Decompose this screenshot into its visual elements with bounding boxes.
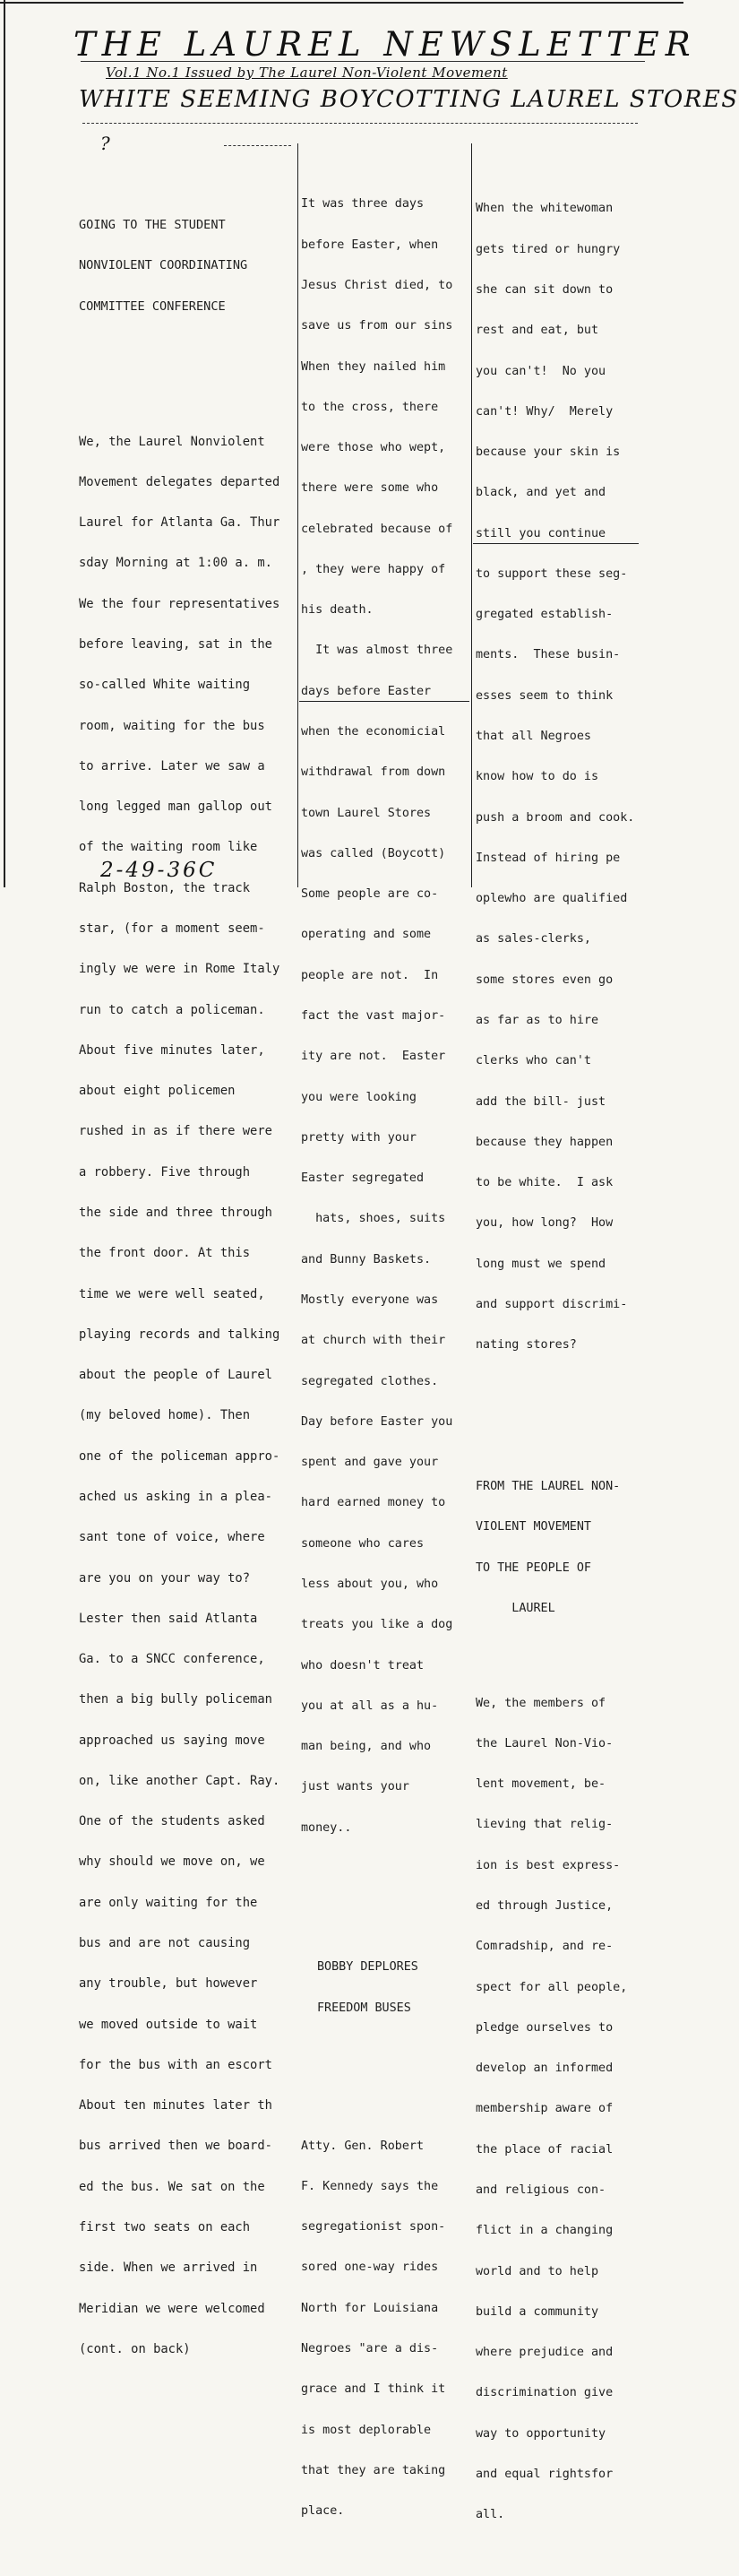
- text-line: star, (for a moment seem-: [79, 921, 265, 937]
- text-line: add the bill- just: [476, 1094, 606, 1109]
- text-line: nating stores?: [476, 1338, 577, 1353]
- left-column: [79, 164, 279, 2411]
- text-line: that they are taking: [301, 2463, 446, 2477]
- text-line: bus arrived then we board-: [79, 2139, 272, 2154]
- text-line: ed the bus. We sat on the: [79, 2179, 265, 2194]
- text-line: you, how long? How: [476, 1216, 614, 1231]
- spacer: [301, 2069, 452, 2085]
- archive-number: 2-49-36C: [100, 859, 218, 882]
- headline-rule: [82, 123, 638, 124]
- text-line: Comradship, and re-: [476, 1940, 614, 1954]
- text-line: bus and are not causing: [79, 1936, 251, 1951]
- text-line: build a community: [476, 2304, 599, 2319]
- text-line: where prejudice and: [476, 2346, 614, 2360]
- text-line: About five minutes later,: [79, 1042, 265, 1058]
- text-line: room, waiting for the bus: [79, 718, 265, 733]
- heading-line: COMMITTEE CONFERENCE: [79, 299, 226, 315]
- text-line: was called (Boycott): [301, 846, 446, 860]
- text-line: money..: [301, 1820, 352, 1835]
- text-line: less about you, who: [301, 1577, 439, 1591]
- text-line: clerks who can't: [476, 1054, 591, 1068]
- text-line: before leaving, sat in the: [79, 637, 272, 653]
- text-line: just wants your: [301, 1780, 409, 1794]
- text-line: segregated clothes.: [301, 1374, 439, 1388]
- spacer: [79, 368, 279, 381]
- corner-mark: ?: [100, 133, 110, 154]
- article-heading-to-the-people: [476, 1453, 634, 1642]
- text-line: a robbery. Five through: [79, 1164, 251, 1180]
- right-section-rule: [473, 543, 639, 544]
- text-line: segregationist spon-: [301, 2220, 446, 2235]
- text-line: esses seem to think: [476, 688, 614, 703]
- heading-line: FREEDOM BUSES: [317, 2001, 411, 2015]
- text-line: long legged man gallop out: [79, 800, 272, 815]
- text-line: Movement delegates departed: [79, 474, 280, 489]
- spacer: [301, 1889, 452, 1906]
- text-line: are you on your way to?: [79, 1570, 251, 1586]
- text-line: someone who cares: [301, 1536, 425, 1551]
- text-line: (cont. on back): [79, 2341, 191, 2356]
- heading-line: VIOLENT MOVEMENT: [476, 1520, 591, 1534]
- text-line: world and to help: [476, 2264, 599, 2278]
- text-line: Meridian we were welcomed: [79, 2301, 265, 2316]
- text-line: withdrawal from down: [301, 765, 446, 780]
- text-line: she can sit down to: [476, 282, 614, 297]
- text-line: We, the members of: [476, 1696, 606, 1710]
- text-line: town Laurel Stores: [301, 806, 432, 820]
- column-divider: [471, 143, 472, 887]
- text-line: so-called White waiting: [79, 678, 251, 693]
- text-line: know how to do is: [476, 770, 599, 784]
- text-line: who doesn't treat: [301, 1658, 425, 1673]
- text-line: you were looking: [301, 1090, 417, 1104]
- text-line: approached us saying move: [79, 1733, 265, 1748]
- text-line: and religious con-: [476, 2183, 606, 2197]
- text-line: to be white. I ask: [476, 1176, 614, 1190]
- text-line: one of the policeman appro-: [79, 1448, 280, 1464]
- text-line: gregated establish-: [476, 608, 614, 622]
- article-body-to-the-people: [476, 1669, 634, 2548]
- text-line: push a broom and cook.: [476, 810, 635, 825]
- text-line: Negroes "are a dis-: [301, 2342, 439, 2356]
- text-line: man being, and who: [301, 1740, 432, 1754]
- text-line: ingly we were in Rome Italy: [79, 962, 280, 977]
- text-line: Laurel for Atlanta Ga. Thur: [79, 515, 280, 531]
- text-line: the Laurel Non-Vio-: [476, 1736, 614, 1750]
- text-line: lent movement, be-: [476, 1777, 606, 1792]
- text-line: Mostly everyone was: [301, 1292, 439, 1307]
- text-line: rest and eat, but: [476, 324, 599, 338]
- text-line: discrimination give: [476, 2386, 614, 2400]
- text-line: develop an informed: [476, 2062, 614, 2076]
- text-line: you can't! No you: [476, 364, 606, 378]
- text-line: we moved outside to wait: [79, 2017, 258, 2032]
- text-line: When the whitewoman: [476, 202, 614, 216]
- text-line: Easter segregated: [301, 1171, 425, 1186]
- text-line: About ten minutes later th: [79, 2098, 272, 2114]
- title-rule: [81, 61, 645, 62]
- text-line: any trouble, but however: [79, 1976, 258, 1992]
- text-line: hats, shoes, suits: [301, 1212, 446, 1226]
- text-line: you at all as a hu-: [301, 1699, 439, 1713]
- article-heading-sncc-conference: [79, 191, 279, 341]
- text-line: at church with their: [301, 1334, 446, 1348]
- text-line: still you continue: [476, 526, 606, 540]
- text-line: pledge ourselves to: [476, 2020, 614, 2035]
- text-line: It was almost three: [301, 644, 453, 658]
- heading-line: LAUREL: [476, 1601, 555, 1615]
- text-line: his death.: [301, 603, 374, 618]
- heading-line: NONVIOLENT COORDINATING: [79, 258, 248, 273]
- text-line: first two seats on each: [79, 2220, 251, 2235]
- text-line: Some people are co-: [301, 887, 439, 902]
- right-column: [476, 148, 634, 2576]
- article-body-white-women: [476, 175, 634, 1379]
- text-line: One of the students asked: [79, 1814, 265, 1829]
- text-line: all.: [476, 2508, 505, 2522]
- newsletter-title: THE LAUREL NEWSLETTER: [73, 25, 697, 64]
- text-line: and Bunny Baskets.: [301, 1252, 432, 1266]
- text-line: on, like another Capt. Ray.: [79, 1773, 280, 1788]
- text-line: When they nailed him: [301, 359, 446, 374]
- text-line: and support discrimi-: [476, 1297, 628, 1311]
- text-line: then a big bully policeman: [79, 1692, 272, 1707]
- text-line: sday Morning at 1:00 a. m.: [79, 556, 272, 571]
- text-line: ion is best express-: [476, 1858, 621, 1872]
- text-line: people are not. In: [301, 968, 439, 982]
- text-line: the place of racial: [476, 2142, 614, 2157]
- text-line: Ralph Boston, the track: [79, 880, 251, 895]
- spacer: [476, 1406, 634, 1426]
- page-top-border: [0, 2, 683, 4]
- page-left-border: [4, 0, 5, 887]
- text-line: sored one-way rides: [301, 2260, 439, 2275]
- text-line: are only waiting for the: [79, 1895, 258, 1910]
- text-line: because your skin is: [476, 445, 621, 460]
- text-line: and equal rightsfor: [476, 2467, 614, 2481]
- text-line: grace and I think it: [301, 2382, 446, 2397]
- text-line: North for Louisiana: [301, 2301, 439, 2315]
- text-line: way to opportunity: [476, 2426, 606, 2441]
- text-line: We the four representatives: [79, 596, 280, 611]
- text-line: Day before Easter you: [301, 1414, 453, 1429]
- text-line: that all Negroes: [476, 730, 591, 744]
- text-line: celebrated because of: [301, 522, 453, 536]
- heading-line: FROM THE LAUREL NON-: [476, 1480, 621, 1494]
- text-line: (my beloved home). Then: [79, 1408, 251, 1423]
- column-divider: [297, 143, 298, 887]
- text-line: because they happen: [476, 1135, 614, 1149]
- text-line: ity are not. Easter: [301, 1050, 446, 1064]
- text-line: rushed in as if there were: [79, 1124, 272, 1139]
- heading-line: GOING TO THE STUDENT: [79, 217, 226, 232]
- text-line: about the people of Laurel: [79, 1368, 272, 1383]
- issue-line: Vol.1 No.1 Issued by The Laurel Non-Violent Movement: [106, 65, 508, 81]
- text-line: ments. These busin-: [476, 648, 621, 662]
- text-line: can't! Why/ Merely: [476, 404, 614, 419]
- text-line: place.: [301, 2504, 345, 2519]
- text-line: We, the Laurel Nonviolent: [79, 434, 265, 449]
- text-line: membership aware of: [476, 2102, 614, 2116]
- text-line: days before Easter: [301, 684, 432, 698]
- text-line: gets tired or hungry: [476, 242, 621, 256]
- text-line: ed through Justice,: [476, 1899, 614, 1913]
- text-line: save us from our sins: [301, 319, 453, 333]
- text-line: spent and gave your: [301, 1456, 439, 1470]
- text-line: is most deplorable: [301, 2423, 432, 2437]
- text-line: Jesus Christ died, to: [301, 278, 453, 292]
- text-line: run to catch a policeman.: [79, 1002, 265, 1017]
- text-line: It was three days: [301, 197, 425, 212]
- text-line: , they were happy of: [301, 562, 446, 576]
- text-line: some stores even go: [476, 972, 614, 987]
- text-line: lieving that relig-: [476, 1818, 614, 1832]
- article-heading-bobby-deplores: [301, 1933, 452, 2042]
- text-line: long must we spend: [476, 1257, 606, 1271]
- text-line: fact the vast major-: [301, 1009, 446, 1023]
- text-line: treats you like a dog: [301, 1618, 453, 1632]
- left-column-top-rule: [224, 145, 291, 146]
- middle-column: [301, 143, 452, 2572]
- middle-section-rule: [299, 701, 469, 702]
- text-line: about eight policemen: [79, 1084, 236, 1099]
- text-line: Instead of hiring pe: [476, 851, 621, 865]
- text-line: of the waiting room like: [79, 840, 258, 855]
- text-line: to the cross, there: [301, 400, 439, 414]
- text-line: Lester then said Atlanta: [79, 1611, 258, 1626]
- text-line: ached us asking in a plea-: [79, 1489, 272, 1504]
- text-line: the front door. At this: [79, 1246, 251, 1261]
- text-line: as far as to hire: [476, 1014, 599, 1027]
- text-line: there were some who: [301, 481, 439, 496]
- text-line: when the economicial: [301, 725, 446, 739]
- text-line: spect for all people,: [476, 1980, 628, 1994]
- text-line: side. When we arrived in: [79, 2260, 258, 2276]
- article-body-sncc-conference: [79, 408, 279, 2383]
- text-line: oplewho are qualified: [476, 892, 628, 906]
- text-line: for the bus with an escort: [79, 2057, 272, 2072]
- text-line: time we were well seated,: [79, 1286, 265, 1301]
- article-body-easter: [301, 170, 452, 1862]
- text-line: the side and three through: [79, 1205, 272, 1220]
- text-line: flict in a changing: [476, 2224, 614, 2238]
- headline: WHITE SEEMING BOYCOTTING LAUREL STORES: [79, 86, 739, 113]
- text-line: playing records and talking: [79, 1327, 280, 1342]
- text-line: Atty. Gen. Robert: [301, 2139, 425, 2153]
- text-line: F. Kennedy says the: [301, 2179, 439, 2193]
- text-line: hard earned money to: [301, 1496, 446, 1510]
- heading-line: BOBBY DEPLORES: [317, 1960, 418, 1975]
- article-body-bobby-deplores: [301, 2112, 452, 2545]
- text-line: pretty with your: [301, 1130, 417, 1145]
- text-line: Ga. to a SNCC conference,: [79, 1652, 265, 1667]
- text-line: before Easter, when: [301, 238, 439, 252]
- text-line: to support these seg-: [476, 566, 628, 581]
- heading-line: TO THE PEOPLE OF: [476, 1560, 591, 1575]
- text-line: sant tone of voice, where: [79, 1530, 265, 1545]
- text-line: as sales-clerks,: [476, 932, 591, 947]
- text-line: why should we move on, we: [79, 1854, 265, 1870]
- text-line: black, and yet and: [476, 486, 606, 500]
- text-line: to arrive. Later we saw a: [79, 758, 265, 774]
- text-line: operating and some: [301, 928, 432, 942]
- text-line: were those who wept,: [301, 441, 446, 455]
